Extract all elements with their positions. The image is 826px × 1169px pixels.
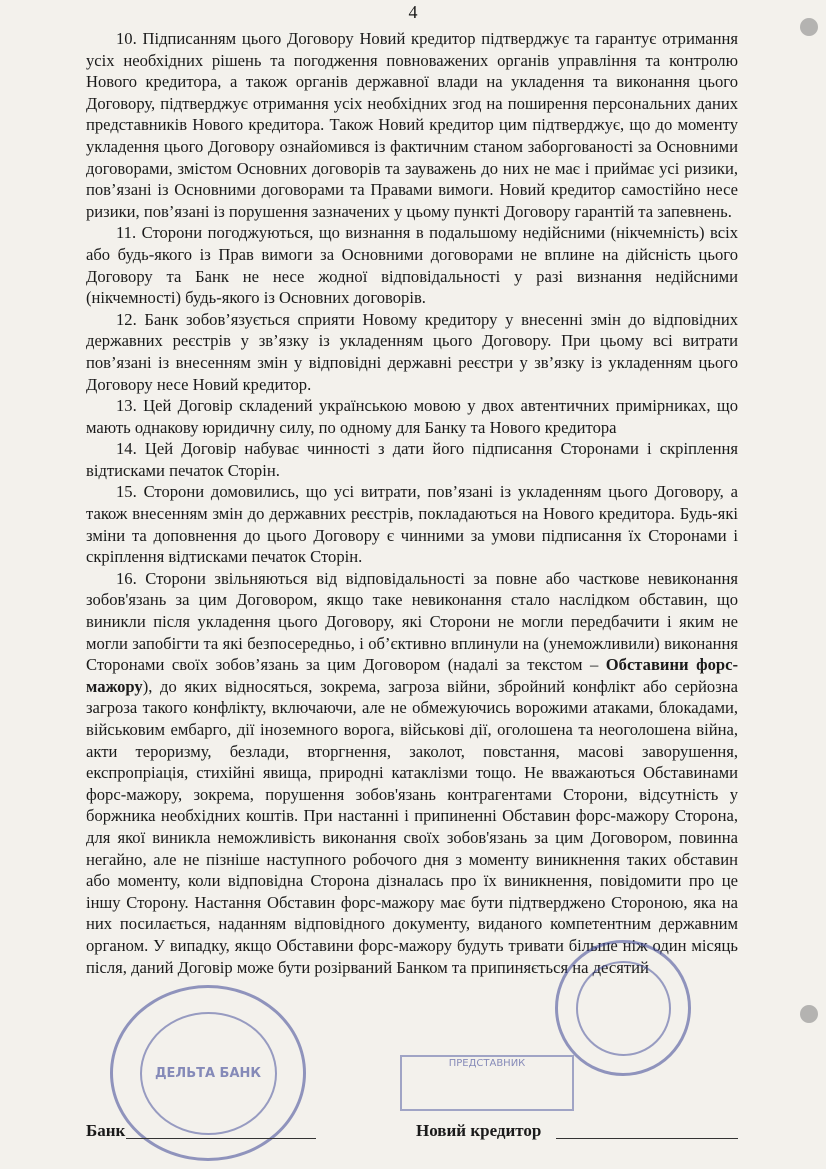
force-majeure-term: Обставини форс-мажору xyxy=(86,655,738,696)
paragraph-11: 11. Сторони погоджуються, що визнання в подальшому недійсними (нікчемність) всіх або будь-якого із Прав вимоги за Основними договорами не вплине на дійсність цього Договору та Банк не несе жодної відповідальності у разі визнання недійсними (нікчемності) будь-якого із Основних договорів. xyxy=(86,223,738,308)
paragraph-14: 14. Цей Договір набуває чинності з дати його підписання Сторонами і скріплення відтисками печаток Сторін. xyxy=(86,439,738,480)
paragraph-10: 10. Підписанням цього Договору Новий кредитор підтверджує та гарантує отримання усіх необхідних рішень та погодження повноважених органів управління та контролю Нового кредитора, а також органів державної влади на укладення та виконання цього Договору, підтверджує отримання усіх необхідних згод на поширення персональних даних представників Нового кредитора. Також Новий кредитор цим підтверджує, що до моменту укладення цього Договору ознайомився із фактичним станом заборгованості за Основними договорами, змістом Основних договорів та зауважень до них не має і приймає усі ризики, пов’язані із Основними договорами та Правами вимоги. Новий кредитор самостійно несе ризики, пов’язані із порушення зазначених у цьому пункті Договору гарантій та запевнень. xyxy=(86,29,738,221)
bank-seal-stamp xyxy=(110,985,306,1161)
binder-hole xyxy=(800,18,818,36)
bank-signature-line xyxy=(126,1138,316,1139)
representative-stamp-text: ПРЕДСТАВНИК xyxy=(448,1058,526,1069)
new-creditor-signature-label: Новий кредитор xyxy=(416,1121,542,1140)
bank-seal-text: ДЕЛЬТА БАНК xyxy=(140,1012,277,1135)
paragraph-15: 15. Сторони домовились, що усі витрати, пов’язані із укладенням цього Договору, а також внесенням змін до державних реєстрів, покладаються на Нового кредитора. Будь-які зміни та доповнення до цього Договору є чинними за умови підписання їх Сторонами і скріплення відтисками печаток Сторін. xyxy=(86,482,738,567)
bank-signature-label: Банк xyxy=(86,1121,126,1140)
new-creditor-signature-line xyxy=(556,1138,738,1139)
paragraph-16-text-start: 16. Сторони звільняються від відповідальності за повне або часткове невиконання зобов'язань за цим Договором, якщо таке невиконання стало наслідком обставин, що виникли після укладення цього Договору, які Сторони не могли передбачити і яким не могли запобігти та які безпосередньо, і об’єктивно вплинули на (унеможливили) виконання Сторонами своїх зобов’язань за цим Договором (надалі за текстом – xyxy=(86,568,738,675)
paragraph-12: 12. Банк зобов’язується сприяти Новому кредитору у внесенні змін до відповідних державних реєстрів у зв’язку із укладенням цього Договору. При цьому всі витрати пов’язані із внесенням змін у відповідні державні реєстри у зв’язку із укладенням цього Договору несе Новий кредитор. xyxy=(86,309,738,394)
paragraph-16 xyxy=(86,568,738,978)
representative-stamp xyxy=(400,1055,574,1111)
creditor-seal-stamp xyxy=(555,940,691,1076)
binder-hole xyxy=(800,1005,818,1023)
creditor-seal-inner xyxy=(576,961,671,1056)
document-body xyxy=(86,28,738,978)
paragraph-13: 13. Цей Договір складений українською мовою у двох автентичних примірниках, що мають однакову юридичну силу, по одному для Банку та Нового кредитора xyxy=(86,396,738,437)
paragraph-16-text-end: ), до яких відносяться, зокрема, загроза війни, збройний конфлікт або серйозна загроза такого конфлікту, включаючи, але не обмежуючись ворожими атаками, блокадами, військовим ембарго, дії іноземного ворога, військові дії, оголошена та неоголошена війна, акти тероризму, безлади, вторгнення, заколот, повстання, масові заворушення, експропріація, стихійні явища, природні катаклізми тощо. Не вважаються Обставинами форс-мажору, зокрема, порушення зобов'язань контрагентами Сторони, відсутність у боржника необхідних коштів. При настанні і припиненні Обставин форс-мажору Сторона, для якої виникла неможливість виконання своїх зобов'язань за цим Договором, повинна негайно, але не пізніше наступного робочого дня з моменту виникнення таких обставин або моменту, коли відповідна Сторона дізналась про їх виникнення, повідомити про це іншу Сторону. Настання Обставин форс-мажору має бути підтверджено Стороною, яка на них посилається, наданням відповідного документу, виданого компетентним державним органом. У випадку, якщо Обставини форс-мажору будуть тривати більше ніж один місяць після, даний Договір може бути розірваний Банком та припиняється на десятий xyxy=(86,676,738,977)
page-number: 4 xyxy=(408,2,418,22)
